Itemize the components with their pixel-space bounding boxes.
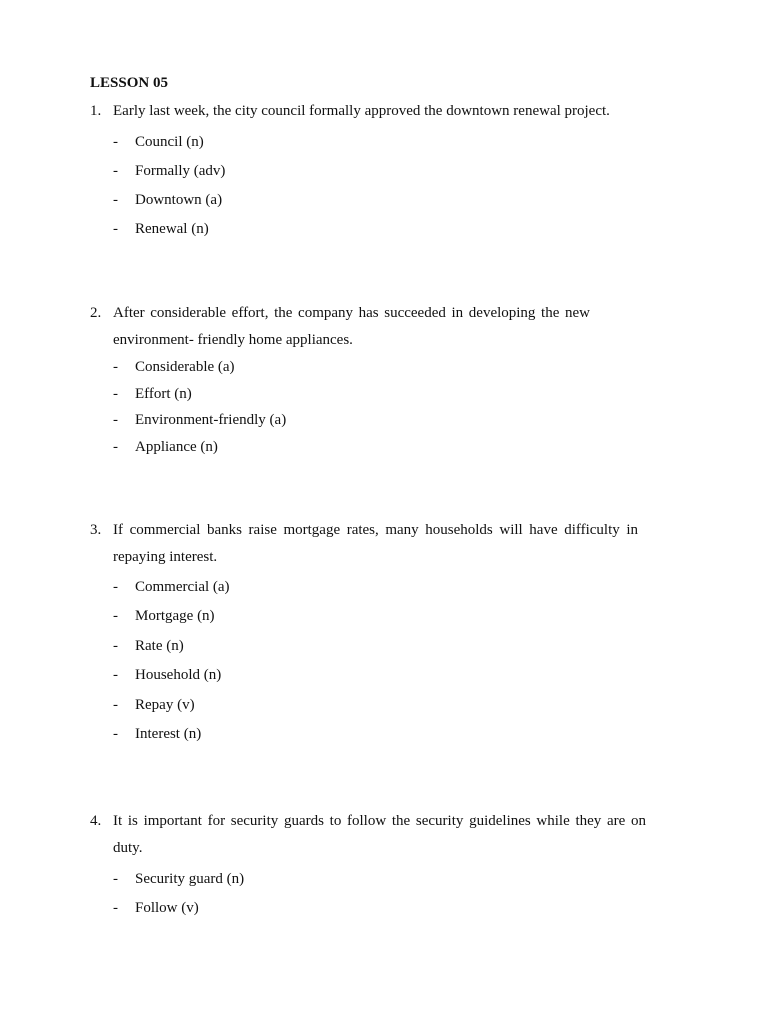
- dash-bullet: -: [113, 871, 118, 887]
- dash-bullet: -: [113, 221, 118, 237]
- vocab-item: [90, 186, 646, 215]
- question-text: It is important for security guards to follow the security guidelines while they are on duty.: [113, 813, 646, 856]
- question-text: Early last week, the city council formally approved the downtown renewal project.: [113, 103, 610, 119]
- vocab-term: Commercial (a): [135, 579, 230, 595]
- vocab-term: Downtown (a): [135, 192, 223, 208]
- vocab-term: Formally (adv): [135, 163, 226, 179]
- dash-bullet: -: [113, 163, 118, 179]
- dash-bullet: -: [113, 412, 118, 429]
- question-text: If commercial banks raise mortgage rates, many households will have difficulty in repaying interest.: [113, 522, 638, 565]
- dash-bullet: -: [113, 359, 118, 375]
- vocab-list: [90, 354, 590, 461]
- dash-bullet: -: [113, 439, 118, 456]
- question-sentence: [90, 300, 590, 354]
- vocab-item: [90, 434, 590, 461]
- vocab-term: Mortgage (n): [135, 608, 215, 625]
- vocab-term: Rate (n): [135, 637, 184, 654]
- vocab-term: Environment-friendly (a): [135, 412, 287, 429]
- vocab-term: Appliance (n): [135, 439, 218, 456]
- dash-bullet: -: [113, 726, 118, 743]
- vocab-item: [90, 602, 638, 631]
- vocab-item: [90, 691, 638, 720]
- vocab-term: Council (n): [135, 134, 204, 150]
- dash-bullet: -: [113, 385, 118, 402]
- vocab-item: [90, 661, 638, 690]
- vocab-list: [90, 573, 638, 749]
- question-number: 2.: [90, 305, 102, 321]
- vocab-item: [90, 632, 638, 661]
- dash-bullet: -: [113, 900, 118, 916]
- question-4: [90, 808, 646, 923]
- dash-bullet: -: [113, 667, 118, 684]
- vocab-item: [90, 381, 590, 408]
- vocab-item: [90, 720, 638, 749]
- vocab-item: [90, 407, 590, 434]
- vocab-item: [90, 215, 646, 244]
- vocab-item: [90, 157, 646, 186]
- question-sentence: [90, 517, 638, 571]
- question-1: [90, 98, 646, 244]
- question-text: After considerable effort, the company has succeeded in developing the new environment- friendly home appliances.: [113, 305, 590, 348]
- vocab-term: Repay (v): [135, 696, 195, 713]
- vocab-term: Security guard (n): [135, 871, 245, 887]
- vocab-list: [90, 128, 646, 244]
- vocab-term: Considerable (a): [135, 359, 235, 375]
- vocab-term: Renewal (n): [135, 221, 209, 237]
- vocab-item: [90, 894, 646, 923]
- vocab-term: Effort (n): [135, 385, 192, 402]
- vocab-item: [90, 128, 646, 157]
- vocab-term: Follow (v): [135, 900, 199, 916]
- vocab-item: [90, 573, 638, 602]
- lesson-title: LESSON 05: [90, 75, 168, 91]
- vocab-list: [90, 865, 646, 923]
- question-number: 3.: [90, 522, 102, 538]
- dash-bullet: -: [113, 608, 118, 625]
- vocab-item: [90, 865, 646, 894]
- question-3: [90, 517, 638, 749]
- question-2: [90, 300, 590, 461]
- question-sentence: [90, 98, 646, 125]
- question-number: 4.: [90, 813, 102, 829]
- vocab-item: [90, 354, 590, 381]
- vocab-term: Household (n): [135, 667, 222, 684]
- question-number: 1.: [90, 103, 102, 119]
- question-sentence: [90, 808, 646, 862]
- dash-bullet: -: [113, 696, 118, 713]
- dash-bullet: -: [113, 579, 118, 595]
- dash-bullet: -: [113, 192, 118, 208]
- dash-bullet: -: [113, 134, 118, 150]
- dash-bullet: -: [113, 637, 118, 654]
- vocab-term: Interest (n): [135, 726, 202, 743]
